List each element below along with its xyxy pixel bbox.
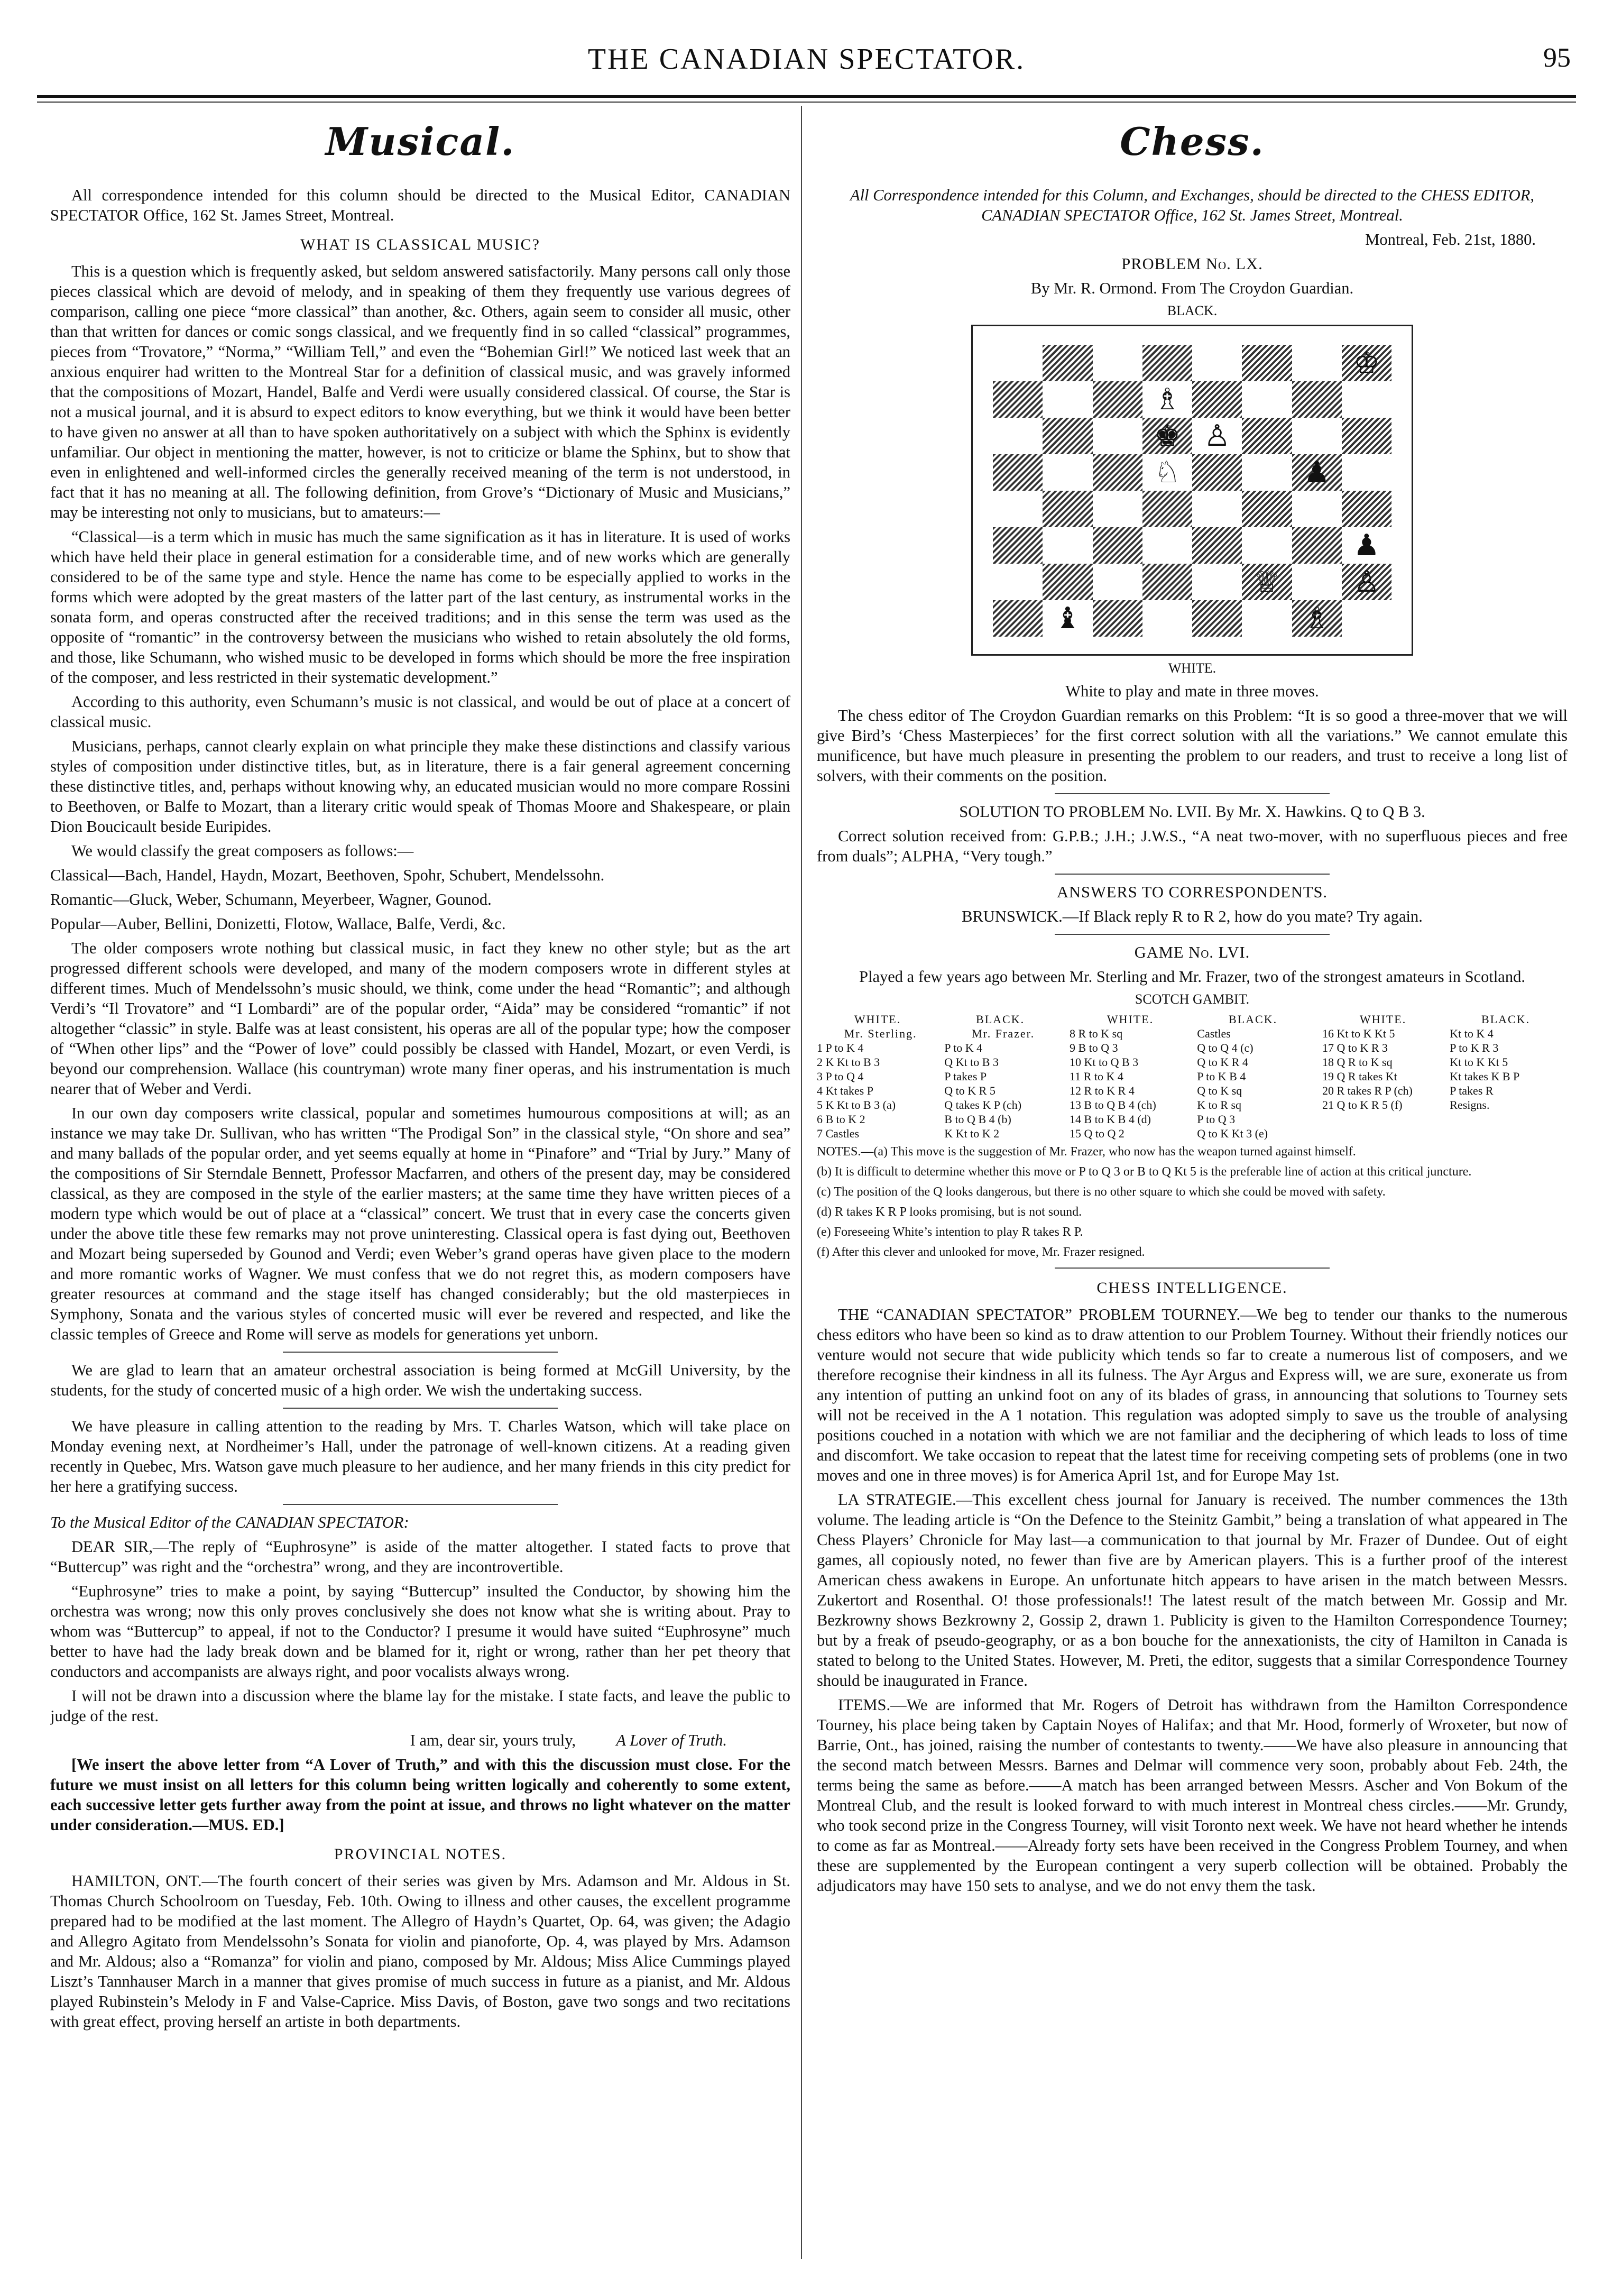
white-header: WHITE. (1107, 1013, 1154, 1026)
game-intro: Played a few years ago between Mr. Sterling and Mr. Frazer, two of the strongest amateurs in Scotland. (859, 968, 1525, 986)
classical-heading: WHAT IS CLASSICAL MUSIC? (300, 236, 540, 253)
provincial-heading: PROVINCIAL NOTES. (334, 1845, 507, 1863)
board-square (1043, 345, 1092, 381)
board-square (1043, 527, 1092, 564)
intelligence-body (817, 1305, 1568, 1896)
board-square (1342, 381, 1391, 418)
white-move: 4 Kt takes P (817, 1084, 873, 1097)
problem-title: PROBLEM No. LX. (1121, 255, 1263, 273)
letter-paragraph: “Euphrosyne” tries to make a point, by saying “Buttercup” insulted the Conductor, by showing him the orchestra was wrong; now this only proves conclusively she does not know what she is writing about. Pray to whom was “Buttercup” to appeal, if not to the Conductor? I presume it would have suited “Euphrosyne” much better to have had the lady break down and be blamed for it, right or wrong, rather than her pet theory that conductors and accompanists are always right, and poor vocalists always wrong. (50, 1582, 790, 1680)
article-paragraph: We would classify the great composers as follows:— (71, 842, 414, 860)
board-square (1242, 345, 1292, 381)
board-square (1043, 454, 1092, 491)
black-label: BLACK. (1167, 303, 1218, 318)
black-header: BLACK. (1481, 1013, 1531, 1026)
white-move: 8 R to K sq (1070, 1027, 1123, 1040)
column-divider (801, 106, 802, 2259)
move-row (817, 1126, 1062, 1141)
board-square (1342, 491, 1391, 527)
game-note: (e) Foreseeing White’s intention to play R takes R P. (817, 1225, 1083, 1239)
black-bishop-icon: ♝ (1054, 601, 1081, 636)
board-square (993, 564, 1043, 600)
black-move: Q to K R 4 (1197, 1055, 1248, 1069)
white-bishop-icon: ♗ (1154, 382, 1181, 417)
black-move: Kt to K 4 (1450, 1027, 1494, 1040)
white-player: Mr. Sterling. (844, 1027, 917, 1040)
board-square (1342, 418, 1391, 454)
player-names (817, 1026, 1062, 1041)
composer-list-line: Classical—Bach, Handel, Haydn, Mozart, Beethoven, Spohr, Schubert, Mendelssohn. (50, 866, 605, 884)
composer-list-line: Popular—Auber, Bellini, Donizetti, Flotow, Wallace, Balfe, Verdi, &c. (50, 915, 506, 933)
white-move: 19 Q R takes Kt (1322, 1070, 1397, 1083)
board-square (1292, 564, 1342, 600)
white-move: 15 Q to Q 2 (1070, 1127, 1125, 1140)
answers-text: BRUNSWICK.—If Black reply R to R 2, how do you mate? Try again. (962, 907, 1423, 925)
white-header: WHITE. (1359, 1013, 1407, 1026)
publication-title: THE CANADIAN SPECTATOR. (587, 43, 1026, 76)
game-column-header (817, 1012, 1062, 1026)
white-move: 11 R to K 4 (1070, 1070, 1123, 1083)
game-column (817, 1012, 1062, 1141)
board-square (1043, 381, 1092, 418)
board-square (1342, 454, 1391, 491)
board-square (1142, 418, 1192, 454)
mcgill-notice: We are glad to learn that an amateur orchestral association is being formed at McGill University, by the students, for the study of concerted music of a high order. We wish the undertaking success. (50, 1361, 790, 1399)
board-square (1142, 527, 1192, 564)
white-move: 21 Q to K R 5 (f) (1322, 1098, 1403, 1112)
editor-note: [We insert the above letter from “A Lover of Truth,” and with this the discussion must close. For the future we must insist on all letters for this column being written logically and coherently to some extent, each successive letter gets further away from the point at issue, and throws no light whatever on the matter under consideration.—MUS. ED.] (50, 1756, 790, 1834)
black-move: Kt to K Kt 5 (1450, 1055, 1508, 1069)
board-square (1192, 564, 1242, 600)
intelligence-heading: CHESS INTELLIGENCE. (1096, 1279, 1288, 1297)
board-square (1192, 527, 1242, 564)
board-square (1043, 491, 1092, 527)
move-row (1070, 1041, 1315, 1055)
move-row (1322, 1041, 1568, 1055)
move-row (1070, 1126, 1315, 1141)
problem-task: White to play and mate in three moves. (1065, 682, 1319, 700)
white-move: 17 Q to K R 3 (1322, 1041, 1388, 1054)
move-row (1322, 1026, 1568, 1041)
chess-intro: All Correspondence intended for this Column, and Exchanges, should be directed to the CHESS EDITOR, CANADIAN SPECTATOR Office, 162 St. James Street, Montreal. (850, 186, 1535, 224)
white-header: WHITE. (854, 1013, 901, 1026)
board-square (1242, 418, 1292, 454)
board-square (1192, 345, 1242, 381)
letter-body (50, 1537, 790, 1726)
black-pawn-icon: ♟ (1303, 455, 1330, 490)
board-square (1292, 491, 1342, 527)
chess-section-title: Chess. (1120, 119, 1265, 164)
move-row (1322, 1069, 1568, 1083)
board-square (1342, 345, 1391, 381)
board-square (1292, 345, 1342, 381)
header-rule-thin (37, 102, 1576, 103)
game-note: (c) The position of the Q looks dangerous, but there is no other square to which she could be moved with safety. (817, 1185, 1386, 1199)
white-move: 20 R takes R P (ch) (1322, 1084, 1413, 1097)
page-header (37, 42, 1576, 100)
white-label: WHITE. (1168, 660, 1216, 676)
board-square (1342, 600, 1391, 637)
section-rule (1055, 793, 1330, 794)
board-square (1342, 527, 1391, 564)
white-move: 10 Kt to Q B 3 (1070, 1055, 1139, 1069)
game-column-header (1070, 1012, 1315, 1026)
game-notes (817, 1144, 1568, 1260)
board-square (1242, 381, 1292, 418)
white-bishop-icon: ♗ (1303, 601, 1330, 636)
board-square (1093, 491, 1142, 527)
move-row (1322, 1055, 1568, 1069)
header-rule (37, 95, 1576, 98)
white-move: 14 B to K B 4 (d) (1070, 1113, 1151, 1126)
move-row (817, 1041, 1062, 1055)
black-move: Q to Q 4 (c) (1197, 1041, 1253, 1054)
game-column (1322, 1012, 1568, 1141)
black-move: P to K 4 (944, 1041, 983, 1054)
board-square (1242, 600, 1292, 637)
letter-signature: A Lover of Truth. (616, 1731, 727, 1749)
article-paragraph: In our own day composers write classical, popular and sometimes humourous compositions at will; as an instance we may take Dr. Sullivan, who has written “The Prodigal Son” in the classical style, “On shore and sea” and many ballads of the popular order, and yet seems equally at home in “Pinafore” and “Trial by Jury.” Many of the compositions of Sir Sterndale Bennett, Professor Macfarren, and others of the present day, may be considered classical, as they are composed in the style of the earlier masters; at the same time they have written pieces of a modern type which would be out of place at a “classical” concert. We trust that in every case the concerts given under the above title these few remarks may not prove uninteresting. Classical opera is fast dying out, Beethoven and Mozart being superseded by Gounod and Verdi; even Weber’s grand operas have given place to the modern and more romantic works of Wagner. We must confess that we do not regret this, as modern composers have greater resources at command and the stage itself has changed considerably; but the old masterpieces in Symphony, Sonata and the various styles of concerted music will ever be revered and respected, and like the classic temples of Greece and Rome will serve as models for generations yet unborn. (50, 1104, 790, 1343)
board-square (993, 491, 1043, 527)
musical-section-title: Musical. (325, 119, 515, 164)
section-rule (283, 1504, 558, 1505)
classical-article-cont (50, 938, 790, 1344)
composer-list-line: Romantic—Gluck, Weber, Schumann, Meyerbeer, Wagner, Gounod. (50, 890, 492, 908)
board-square (993, 600, 1043, 637)
game-note: (f) After this clever and unlooked for move, Mr. Frazer resigned. (817, 1245, 1145, 1259)
white-pawn-icon: ♙ (1204, 419, 1231, 453)
black-move: Castles (1197, 1027, 1231, 1040)
white-knight-icon: ♘ (1154, 455, 1181, 490)
board-square (1093, 418, 1142, 454)
intelligence-paragraph: LA STRATEGIE.—This excellent chess journal for January is received. The number commences the 13th volume. The leading article is “On the Defence to the Steinitz Gambit,” being a translation of what appeared in The Chess Players’ Chronicle for May last—a communication to that journal by Mr. Frazer of Dundee. Out of eight games, all copiously noted, no fewer than five are by American players. This is a further proof of the interest American chess awakens in Europe. An unfortunate hitch appears to have arisen in the match between Messrs. Zukertort and Rosenthal. O! those professionals!! The latest result of the match between Mr. Gossip and Mr. Bezkrowny shows Bezkrowny 2, Gossip 2, drawn 1. Publicity is given to the Hamilton Correspondence Tourney; but by a freak of pseudo-geography, or as a bon bouche for the annexationists, the city of Hamilton in Canada is stated to belong to the United States. However, M. Preti, the editor, suggests that a similar Correspondence Tourney should be inaugurated in France. (817, 1491, 1568, 1689)
board-square (1142, 345, 1192, 381)
board-square (993, 345, 1043, 381)
classical-article (50, 261, 790, 861)
white-move: 12 R to K R 4 (1070, 1084, 1135, 1097)
black-move: Q takes K P (ch) (944, 1098, 1022, 1112)
board-square (1292, 418, 1342, 454)
answers-heading: ANSWERS TO CORRESPONDENTS. (1056, 883, 1328, 901)
black-move: P takes R (1450, 1084, 1494, 1097)
board-square (1093, 345, 1142, 381)
move-row (1070, 1055, 1315, 1069)
board-square (993, 381, 1043, 418)
game-note: (d) R takes K R P looks promising, but is not sound. (817, 1205, 1082, 1219)
letter-paragraph: I will not be drawn into a discussion where the blame lay for the mistake. I state facts, and leave the public to judge of the rest. (50, 1687, 790, 1725)
board-square (1292, 527, 1342, 564)
section-rule (1055, 1268, 1330, 1269)
move-row (1070, 1026, 1315, 1041)
chess-board (993, 345, 1391, 637)
article-paragraph: According to this authority, even Schumann’s music is not classical, and would be out of place at a concert of classical music. (50, 693, 790, 731)
board-square (1093, 454, 1142, 491)
black-move: P to K R 3 (1450, 1041, 1499, 1054)
black-move: K to R sq (1197, 1098, 1242, 1112)
section-rule (283, 1408, 558, 1409)
move-row (1070, 1083, 1315, 1098)
move-row (817, 1083, 1062, 1098)
board-square (1192, 600, 1242, 637)
provincial-notes: HAMILTON, ONT.—The fourth concert of their series was given by Mrs. Adamson and Mr. Aldous in St. Thomas Church Schoolroom on Tuesday, Feb. 10th. Owing to illness and other causes, the excellent programme prepared had to be modified at the last moment. The Allegro of Haydn’s Quartet, Op. 64, was given; the Adagio and Allegro Agitato from Mendelssohn’s Sonata for violin and pianoforte, Op. 4, was played by Mrs. Adamson and Mr. Aldous; also a “Romanza” for violin and piano, composed by Mr. Aldous; Miss Alice Cummings played Liszt’s Tannhauser March in a manner that gives promise of much success in future as a pianist, and Mr. Aldous played Rubinstein’s Melody in F and Valse-Caprice. Miss Davis, of Boston, gave two songs and two recitations with great effect, proving herself an artiste in both departments. (50, 1872, 790, 2031)
move-row (1322, 1083, 1568, 1098)
white-move: 13 B to Q B 4 (ch) (1070, 1098, 1156, 1112)
letter-heading: To the Musical Editor of the CANADIAN SPECTATOR: (50, 1513, 409, 1531)
white-move: 3 P to Q 4 (817, 1070, 864, 1083)
board-square (1242, 564, 1292, 600)
black-header: BLACK. (976, 1013, 1025, 1026)
game-score (817, 1012, 1568, 1141)
move-row (1070, 1112, 1315, 1126)
board-square (1142, 600, 1192, 637)
white-move: 2 K Kt to B 3 (817, 1055, 880, 1069)
board-square (1142, 454, 1192, 491)
board-square (993, 454, 1043, 491)
board-square (1192, 491, 1242, 527)
game-title: GAME No. LVI. (1134, 943, 1250, 961)
board-square (1093, 600, 1142, 637)
musical-intro: All correspondence intended for this column should be directed to the Musical Editor, CANADIAN SPECTATOR Office, 162 St. James Street, Montreal. (50, 186, 790, 224)
black-move: P to K B 4 (1197, 1070, 1246, 1083)
letter-closing (50, 1730, 790, 1750)
game-column-header (1322, 1012, 1568, 1026)
white-move: 5 K Kt to B 3 (a) (817, 1098, 896, 1112)
white-pawn-icon: ♙ (1353, 565, 1380, 599)
article-paragraph: “Classical—is a term which in music has much the same signification as it has in literature. It is used of works which have held their place in general estimation for a considerable time, and of new works which are generally considered to be of the same type and style. Hence the name has come to be especially applied to works in the forms which were adopted by the great masters of the latter part of the last century, as instrumental works in the sonata form, and operas constructed after the received traditions; and in this sense the term was used as the opposite of “romantic” in the controversy between the musicians who wished to retain absolutely the old forms, and those, like Schumann, who wished music to be developed in forms which should be more the free inspiration of the composer, and less restricted in their systematic development.” (50, 528, 790, 686)
board-square (993, 527, 1043, 564)
board-square (1192, 454, 1242, 491)
intelligence-paragraph: THE “CANADIAN SPECTATOR” PROBLEM TOURNEY.—We beg to tender our thanks to the numerous chess editors who have been so kind as to draw attention to our Problem Tourney. Without their friendly notices our venture would not secure that wide publicity which tends so far to create a numerous list of composers, and we therefore recognise their kindness in all its fulness. The Ayr Argus and Express will, we are sure, exonerate us from any intention of putting an unkind foot on any of its blades of grass, in announcing that solutions to Tourney sets will not be received in the A 1 notation. This regulation was adopted simply to save us the trouble of analysing positions couched in a notation with which we are not familiar and the deciphering of which leads to loss of time and discomfort. We take occasion to repeat that the latest time for receiving competing sets of problems (one in two moves and one in three moves) is for America April 1st, and for Europe May 1st. (817, 1306, 1568, 1484)
white-move: 1 P to K 4 (817, 1041, 864, 1054)
solution-received: Correct solution received from: G.P.B.; J.H.; J.W.S., “A neat two-mover, with no superfluous pieces and free from duals”; ALPHA, “Very tough.” (817, 827, 1568, 865)
white-king-icon: ♔ (1353, 346, 1380, 380)
move-row (1322, 1098, 1568, 1112)
solution-line: SOLUTION TO PROBLEM No. LVII. By Mr. X. Hawkins. Q to Q B 3. (959, 803, 1425, 821)
game-note: NOTES.—(a) This move is the suggestion of Mr. Frazer, who now has the weapon turned against himself. (817, 1145, 1356, 1159)
article-paragraph: The older composers wrote nothing but classical music, in fact they knew no other style; but as the art progressed different schools were developed, and many of the modern composers wrote in different styles at different times. Much of Mendelssohn’s music should, we think, come under the head “Romantic”; and although Verdi’s “Il Trovatore” and “I Lombardi” are of the popular order, “Aida” may be considered “romantic” if not altogether “classic” in style. Balfe was at least consistent, his operas are all of the popular type; how the composer of “When other lips” and the “Power of love” could possibly be classed with Handel, Mozart, or even Verdi, is beyond our comprehension. Wallace (his countryman) wrote many finer operas, and his instrumentation is much nearer that of Weber and Verdi. (50, 939, 790, 1098)
board-square (1292, 454, 1342, 491)
article-paragraph: Musicians, perhaps, cannot clearly explain on what principle they make these distinctions and classify various styles of composition under distinctive titles, but, as in literature, there is a fair general agreement concerning these distinctive titles, and, perhaps without knowing why, an educated musician would no more compare Rossini to Beethoven, or Balfe to Mozart, than a literary critic would speak of Thomas Moore and Shakespeare, or plain Dion Boucicault beside Euripides. (50, 737, 790, 835)
move-row (1070, 1069, 1315, 1083)
game-column (1070, 1012, 1315, 1141)
move-row (1070, 1098, 1315, 1112)
black-king-icon: ♚ (1154, 419, 1181, 453)
composer-lists (50, 865, 790, 934)
white-move: 6 B to K 2 (817, 1113, 865, 1126)
white-move: 7 Castles (817, 1127, 860, 1140)
board-square (1142, 564, 1192, 600)
board-square (1093, 381, 1142, 418)
chess-dateline: Montreal, Feb. 21st, 1880. (1365, 231, 1536, 249)
white-move: 16 Kt to K Kt 5 (1322, 1027, 1395, 1040)
intelligence-paragraph: ITEMS.—We are informed that Mr. Rogers of Detroit has withdrawn from the Hamilton Correspondence Tourney, his place being taken by Captain Noyes of Halifax; and that Mr. Hood, formerly of Wroxeter, but now of Barrie, Ont., has joined, raising the number of contestants to twenty.——We have also pleasure in announcing that the second match between Messrs. Barnes and Delmar will commence very soon, probably about Feb. 24th, the terms being the same as before.——A match has been arranged between Messrs. Ascher and Von Bokum of the Montreal Club, and the result is looked forward to with much interest in Montreal chess circles.——Mr. Grundy, who took second prize in the Congress Tourney, will visit Toronto next week. We have not heard whether he intends to come as far as Montreal.——Already forty sets have been received in the Congress Problem Tourney, and when these are supplemented by the European contingent a very superb collection will be obtained. Probably the adjudicators may have 150 sets to analyse, and we do not envy them the task. (817, 1696, 1568, 1895)
board-square (1242, 491, 1292, 527)
black-move: Q Kt to B 3 (944, 1055, 999, 1069)
white-move: 18 Q R to K sq (1322, 1055, 1393, 1069)
section-rule (283, 1352, 558, 1353)
letter-paragraph: DEAR SIR,—The reply of “Euphrosyne” is aside of the matter altogether. I stated facts to prove that “Buttercup” was right and the “orchestra” wrong, and they are incontrovertible. (50, 1538, 790, 1576)
board-square (1292, 600, 1342, 637)
black-move: K Kt to K 2 (944, 1127, 1000, 1140)
board-square (993, 418, 1043, 454)
chess-diagram (971, 325, 1413, 656)
black-pawn-icon: ♟ (1353, 528, 1380, 563)
board-square (1292, 381, 1342, 418)
move-row (817, 1069, 1062, 1083)
move-row (817, 1112, 1062, 1126)
board-square (1043, 418, 1092, 454)
board-square (1192, 418, 1242, 454)
section-rule (1055, 934, 1330, 935)
black-move: Q to K R 5 (944, 1084, 996, 1097)
article-paragraph: This is a question which is frequently asked, but seldom answered satisfactorily. Many persons call only those pieces classical which are devoid of melody, and in speaking of them they frequently use various degrees of comparison, calling one piece “more classical” than another, &c. Others, again seem to consider all music, other than that written for dances or comic songs classical, and we frequently find in so called “classical” programmes, pieces from “Trovatore,” “Norma,” “William Tell,” and even the “Bohemian Girl!” We noticed last week that an anxious enquirer had written to the Montreal Star for a definition of classical music, and was gravely informed that the compositions of Mozart, Handel, Balfe and Verdi were usually considered classical. Of course, the Star is not a musical journal, and it is absurd to expect editors to know everything, but we think it would have been better to have given no answer at all than to have spoken authoritatively on a subject with which the Sphinx is evidently unfamiliar. Our object in mentioning the matter, however, is not to criticize or blame the Sphinx, but to show that even in enlightened and well-informed circles the generally received meaning of the term is not understood, in fact that it has no meaning at all. The following definition, from Grove’s “Dictionary of Music and Musicians,” may be interesting not only to musicians, but to amateurs:— (50, 262, 790, 521)
board-square (1342, 564, 1391, 600)
black-player: Mr. Frazer. (972, 1027, 1035, 1040)
board-square (1192, 381, 1242, 418)
board-square (1142, 381, 1192, 418)
board-square (1043, 564, 1092, 600)
black-move: Q to K Kt 3 (e) (1197, 1127, 1268, 1140)
board-square (1142, 491, 1192, 527)
black-move: B to Q B 4 (b) (944, 1113, 1011, 1126)
board-square (1093, 564, 1142, 600)
white-move: 9 B to Q 3 (1070, 1041, 1118, 1054)
black-header: BLACK. (1229, 1013, 1278, 1026)
black-move: Resigns. (1450, 1098, 1490, 1112)
white-queen-icon: ♕ (1253, 565, 1280, 599)
move-row (817, 1055, 1062, 1069)
black-move: Kt takes K B P (1450, 1070, 1520, 1083)
problem-author: By Mr. R. Ormond. From The Croydon Guardian. (1030, 279, 1354, 297)
move-row (817, 1098, 1062, 1112)
board-square (1242, 454, 1292, 491)
board-square (1242, 527, 1292, 564)
game-opening: SCOTCH GAMBIT. (1135, 991, 1250, 1007)
board-square (1093, 527, 1142, 564)
black-move: Q to K sq (1197, 1084, 1242, 1097)
section-rule (1055, 874, 1330, 875)
chess-column (817, 114, 1568, 2264)
game-note: (b) It is difficult to determine whether this move or P to Q 3 or B to Q Kt 5 is the preferable line of action at this critical juncture. (817, 1165, 1472, 1179)
closing-text: I am, dear sir, yours truly, (410, 1731, 576, 1749)
page-number: 95 (1543, 43, 1571, 73)
problem-remarks: The chess editor of The Croydon Guardian remarks on this Problem: “It is so good a three-mover that we will give Bird’s ‘Chess Masterpieces’ for the first correct solution with all the variations.” We cannot emulate this munificence, but have much pleasure in presenting the problem to our readers, and trust to receive a long list of solvers, with their comments on the position. (817, 706, 1568, 785)
black-move: P to Q 3 (1197, 1113, 1236, 1126)
watson-notice: We have pleasure in calling attention to the reading by Mrs. T. Charles Watson, which will take place on Monday evening next, at Nordheimer’s Hall, under the patronage of well-known citizens. At a reading given recently in Quebec, Mrs. Watson gave much pleasure to her audience, and her many friends in this city predict for her here a gratifying success. (50, 1417, 790, 1495)
musical-column (50, 114, 790, 2264)
black-move: P takes P (944, 1070, 987, 1083)
board-square (1043, 600, 1092, 637)
